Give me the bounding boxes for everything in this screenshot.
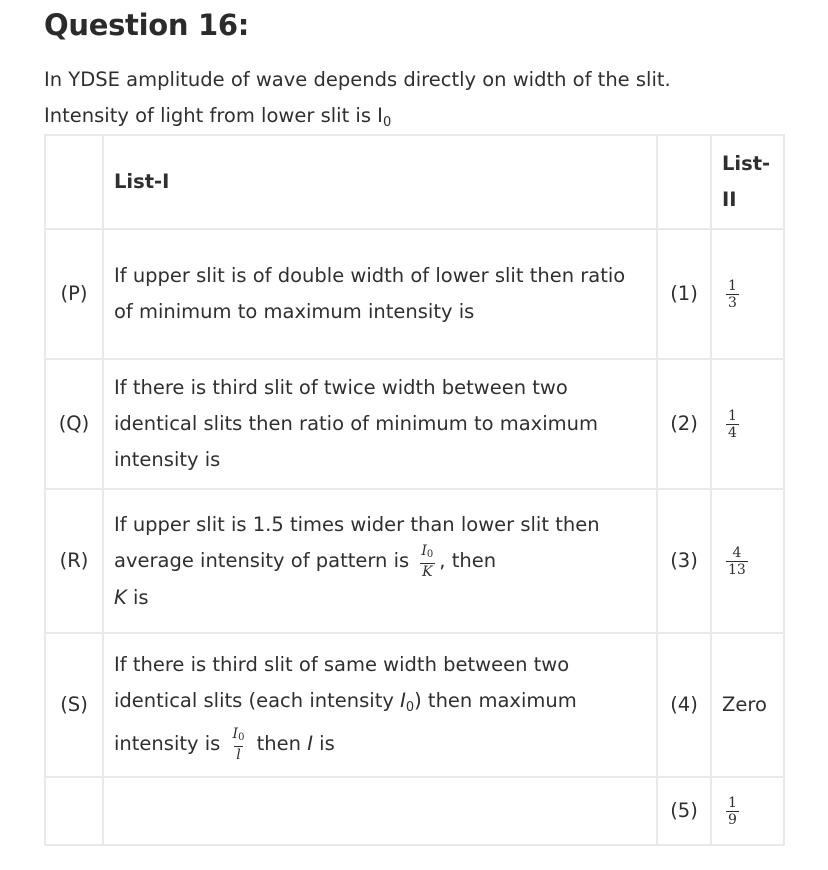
fraction: $\frac{I_0}{l}$ bbox=[232, 726, 245, 763]
row-statement: If there is third slit of twice width between two identical slits then ratio of minimum to maximum intensity is bbox=[103, 359, 657, 489]
fraction: $\frac{1}{9}$ bbox=[728, 795, 737, 828]
option-number: (4) bbox=[657, 633, 711, 777]
intro-line-2: Intensity of light from lower slit is $I_0$ bbox=[44, 104, 392, 130]
row-statement: If upper slit is of double width of lower slit then ratio of minimum to maximum intensity is bbox=[103, 229, 657, 359]
table-header-row bbox=[45, 135, 784, 229]
fraction: $\frac{4}{13}$ bbox=[728, 545, 746, 578]
option-value bbox=[711, 229, 784, 359]
fraction: $\frac{I_0}{K}$ bbox=[421, 542, 434, 580]
table-row bbox=[45, 633, 784, 777]
question-title: Question 16: bbox=[44, 8, 250, 42]
option-number: (2) bbox=[657, 359, 711, 489]
option-number: (1) bbox=[657, 229, 711, 359]
fraction: $\frac{1}{3}$ bbox=[728, 278, 737, 311]
row-statement: If upper slit is 1.5 times wider than lower slit then average intensity of pattern is $\frac{I_0}{K}$ , then K is bbox=[103, 489, 657, 633]
intro-line-1: In YDSE amplitude of wave depends directly on width of the slit. bbox=[44, 68, 671, 91]
header-empty-cell bbox=[45, 135, 103, 229]
header-empty-cell bbox=[657, 135, 711, 229]
option-value bbox=[711, 777, 784, 845]
option-number: (5) bbox=[657, 777, 711, 845]
option-value bbox=[711, 489, 784, 633]
header-list-1: List-I bbox=[103, 135, 657, 229]
table-row bbox=[45, 229, 784, 359]
question-intro bbox=[44, 62, 814, 141]
option-value bbox=[711, 359, 784, 489]
fraction: $\frac{1}{4}$ bbox=[728, 408, 737, 441]
row-key bbox=[45, 777, 103, 845]
row-statement: If there is third slit of same width between two identical slits (each intensity $I_0$) then maximum intensity is $\frac{I_0}{l}$ then I is bbox=[103, 633, 657, 777]
option-value: Zero bbox=[711, 633, 784, 777]
table-row bbox=[45, 489, 784, 633]
row-statement bbox=[103, 777, 657, 845]
match-list-table bbox=[44, 134, 785, 846]
option-number: (3) bbox=[657, 489, 711, 633]
row-key: (S) bbox=[45, 633, 103, 777]
row-key: (Q) bbox=[45, 359, 103, 489]
header-list-2: List-II bbox=[711, 135, 784, 229]
row-key: (R) bbox=[45, 489, 103, 633]
table-row bbox=[45, 359, 784, 489]
table-row bbox=[45, 777, 784, 845]
row-key: (P) bbox=[45, 229, 103, 359]
